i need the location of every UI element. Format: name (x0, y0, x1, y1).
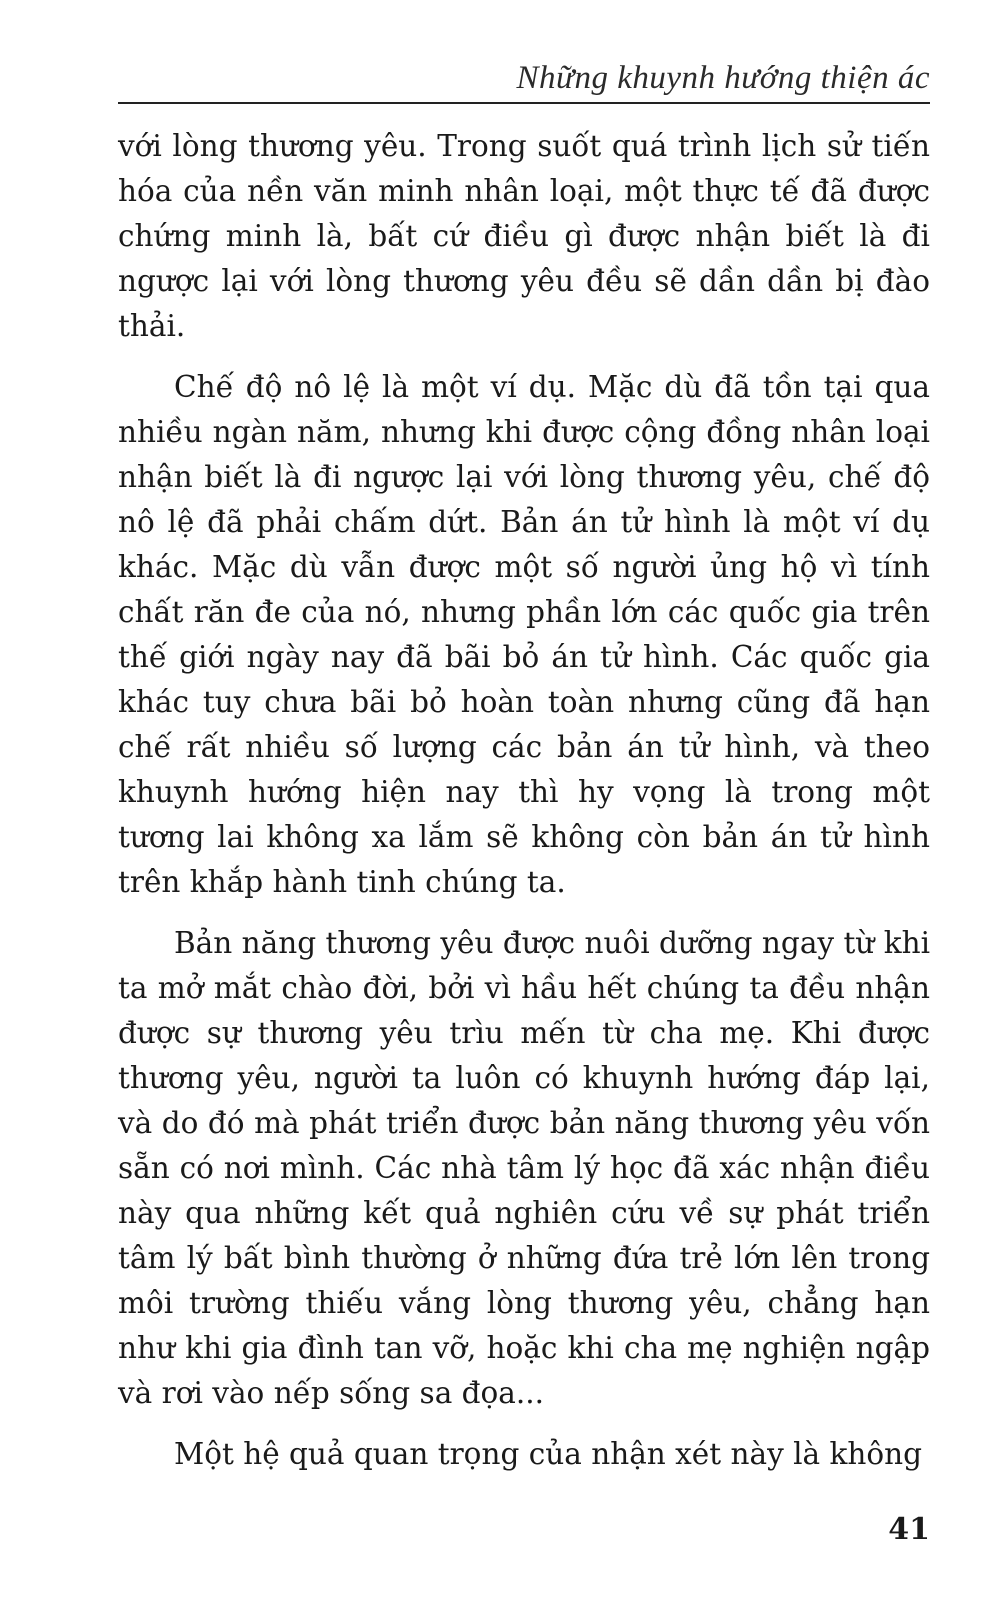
paragraph-continued: với lòng thương yêu. Trong suốt quá trình lịch sử tiến hóa của nền văn minh nhân loại, một thực tế đã được chứng minh là, bất cứ điều gì được nhận biết là đi ngược lại với lòng thương yêu đều sẽ dần dần bị đào thải. (118, 129, 930, 343)
page-number: 41 (888, 1512, 930, 1547)
running-header-title: Những khuynh hướng thiện ác (516, 60, 930, 96)
paragraph-instinct: Bản năng thương yêu được nuôi dưỡng ngay từ khi ta mở mắt chào đời, bởi vì hầu hết chúng ta đều nhận được sự thương yêu trìu mến từ cha mẹ. Khi được thương yêu, người ta luôn có khuynh hướng đáp lại, và do đó mà phát triển được bản năng thương yêu vốn sẵn có nơi mình. Các nhà tâm lý học đã xác nhận điều này qua những kết quả nghiên cứu về sự phát triển tâm lý bất bình thường ở những đứa trẻ lớn lên trong môi trường thiếu vắng lòng thương yêu, chẳng hạn như khi gia đình tan vỡ, hoặc khi cha mẹ nghiện ngập và rơi vào nếp sống sa đọa... (118, 926, 930, 1410)
paragraph-slavery: Chế độ nô lệ là một ví dụ. Mặc dù đã tồn tại qua nhiều ngàn năm, nhưng khi được cộng đồng nhân loại nhận biết là đi ngược lại với lòng thương yêu, chế độ nô lệ đã phải chấm dứt. Bản án tử hình là một ví dụ khác. Mặc dù vẫn được một số người ủng hộ vì tính chất răn đe của nó, nhưng phần lớn các quốc gia trên thế giới ngày nay đã bãi bỏ án tử hình. Các quốc gia khác tuy chưa bãi bỏ hoàn toàn nhưng cũng đã hạn chế rất nhiều số lượng các bản án tử hình, và theo khuynh hướng hiện nay thì hy vọng là trong một tương lai không xa lắm sẽ không còn bản án tử hình trên khắp hành tinh chúng ta. (118, 370, 930, 899)
running-header (118, 58, 930, 104)
body-text (118, 124, 930, 1493)
paragraph-consequence: Một hệ quả quan trọng của nhận xét này là không (174, 1437, 923, 1471)
